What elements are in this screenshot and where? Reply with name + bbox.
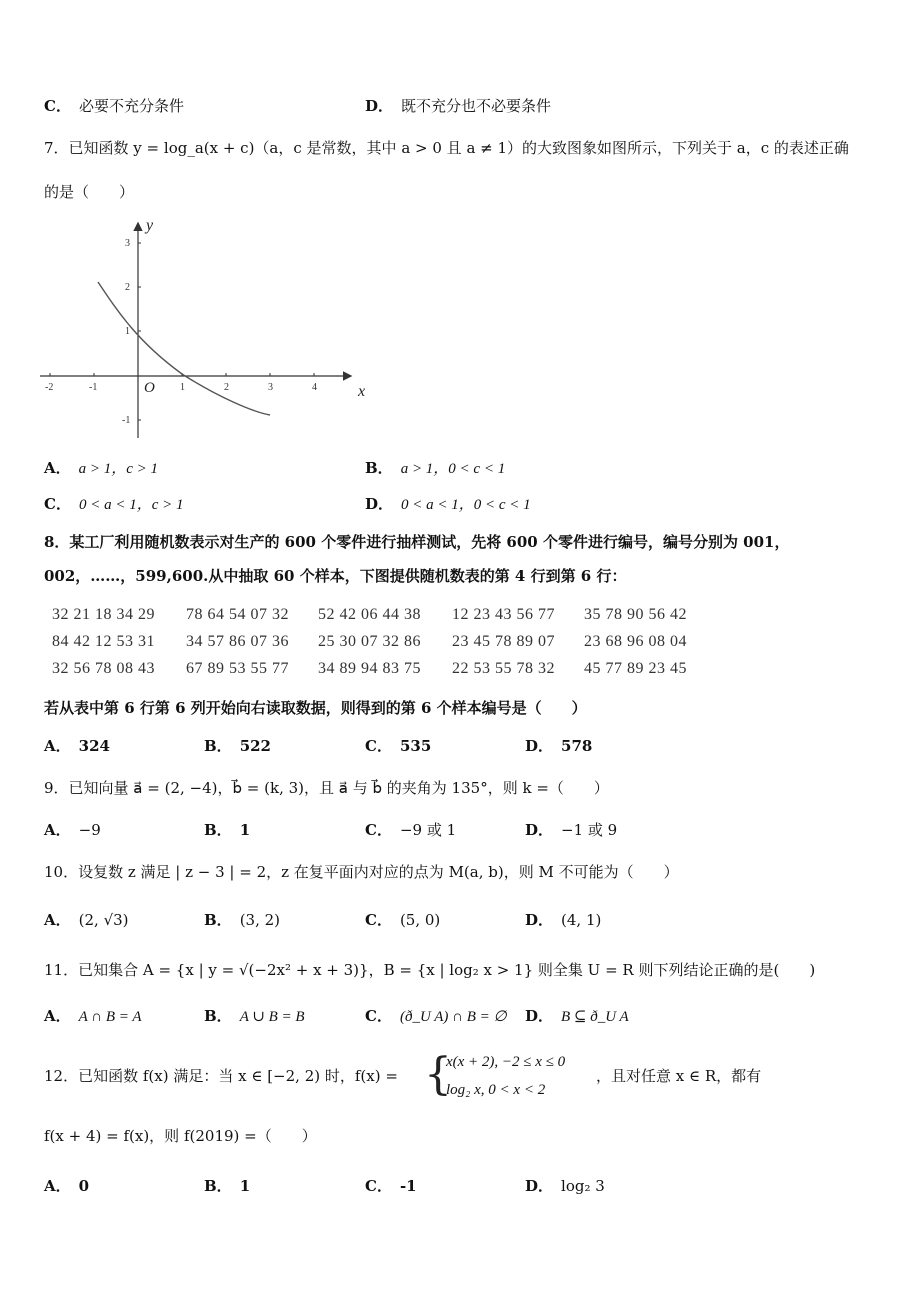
option-text: 0 < a < 1，c > 1 [78, 497, 184, 513]
table-cell: 12 23 43 56 77 [452, 606, 555, 623]
option-label: B． [204, 911, 232, 929]
table-cell: 22 53 55 78 32 [452, 660, 555, 677]
piecewise-brace: { [424, 1049, 452, 1100]
q7-option-a [44, 458, 158, 479]
q9-option-d [525, 820, 617, 840]
q12-option-c [365, 1176, 417, 1196]
q8-option-c [365, 736, 431, 756]
q11-option-c [365, 1006, 507, 1027]
origin-label: O [144, 380, 155, 396]
option-label: B． [204, 1177, 232, 1195]
q8-option-b [204, 736, 271, 756]
q8-option-a [44, 736, 110, 756]
option-text: A ∩ B = A [78, 1009, 142, 1025]
x-tick-label: -2 [45, 382, 54, 393]
option-text: 必要不充分条件 [78, 97, 184, 115]
option-label: D． [525, 821, 554, 839]
option-label: B． [204, 737, 232, 755]
q12-stem-part2: ，且对任意 x ∈ R，都有 [596, 1067, 762, 1085]
q7-option-c [44, 494, 183, 515]
option-label: B． [365, 459, 393, 477]
option-label: A． [44, 459, 71, 477]
option-text: 0 [78, 1177, 90, 1195]
option-label: C． [365, 821, 392, 839]
q7-function-graph [38, 212, 378, 444]
q8-question: 若从表中第 6 行第 6 列开始向右读取数据，则得到的第 6 个样本编号是（ ） [44, 699, 587, 717]
option-label: B． [204, 1007, 232, 1025]
x-tick-label: 4 [312, 382, 317, 393]
q7-option-b [365, 458, 505, 479]
option-text: (3, 2) [239, 911, 281, 929]
option-label: D． [525, 1177, 554, 1195]
table-cell: 78 64 54 07 32 [186, 606, 289, 623]
y-tick-label: 1 [125, 326, 130, 337]
q12-option-d [525, 1176, 605, 1196]
q8-stem-line2: 002，……，599,600.从中抽取 60 个样本，下图提供随机数表的第 4 行到第 6 行： [44, 567, 627, 585]
q9-option-a [44, 820, 101, 840]
q8-stem-line1: 8．某工厂利用随机数表示对生产的 600 个零件进行抽样测试，先将 600 个零件进行编号，编号分别为 001， [44, 533, 790, 551]
table-cell: 35 78 90 56 42 [584, 606, 687, 623]
x-tick-label: -1 [89, 382, 98, 393]
q12-stem-part1: 12．已知函数 f(x) 满足：当 x ∈ [−2, 2) 时，f(x) = [44, 1067, 398, 1085]
option-label: C． [365, 911, 392, 929]
option-text: 535 [399, 737, 432, 755]
option-text: −9 [78, 821, 101, 839]
x-tick-label: 3 [268, 382, 273, 393]
option-label: D． [365, 97, 394, 115]
option-label: A． [44, 911, 71, 929]
option-label: D． [365, 495, 394, 513]
option-text: (ð_U A) ∩ B = ∅ [399, 1009, 507, 1025]
q12-option-b [204, 1176, 250, 1196]
y-tick-label: 3 [125, 238, 130, 249]
q9-option-c [365, 820, 456, 840]
option-text: (5, 0) [399, 911, 441, 929]
q9-stem: 9．已知向量 a⃗ = (2, −4)，b⃗ = (k, 3)，且 a⃗ 与 b⃗ 的夹角为 135°，则 k =（ ） [44, 779, 609, 797]
option-label: D． [525, 911, 554, 929]
table-cell: 32 56 78 08 43 [52, 660, 155, 677]
table-cell: 45 77 89 23 45 [584, 660, 687, 677]
piecewise-case-1: x(x + 2), −2 ≤ x ≤ 0 [446, 1054, 566, 1070]
option-text: (4, 1) [561, 911, 602, 929]
table-cell: 23 68 96 08 04 [584, 633, 687, 650]
q11-option-a [44, 1006, 142, 1027]
option-text: a > 1，c > 1 [78, 461, 159, 477]
q10-option-c [365, 910, 440, 930]
q11-option-b [204, 1006, 305, 1027]
option-text: B ⊆ ð_U A [561, 1009, 629, 1025]
q8-option-d [525, 736, 592, 756]
y-tick-label: -1 [122, 415, 131, 426]
option-text: 1 [239, 821, 251, 839]
q6-option-d [365, 96, 551, 116]
option-label: D． [525, 1007, 554, 1025]
option-label: A． [44, 737, 71, 755]
option-label: C． [365, 1007, 392, 1025]
option-label: C． [44, 495, 71, 513]
option-label: A． [44, 1007, 71, 1025]
option-label: A． [44, 1177, 71, 1195]
q7-option-d [365, 494, 531, 515]
table-cell: 52 42 06 44 38 [318, 606, 421, 623]
option-label: A． [44, 821, 71, 839]
table-cell: 34 57 86 07 36 [186, 633, 289, 650]
option-label: D． [525, 737, 554, 755]
option-text: −1 或 9 [561, 821, 618, 839]
table-cell: 34 89 94 83 75 [318, 660, 421, 677]
table-cell: 67 89 53 55 77 [186, 660, 289, 677]
q11-option-d [525, 1006, 629, 1027]
x-tick-label: 2 [224, 382, 229, 393]
table-cell: 84 42 12 53 31 [52, 633, 155, 650]
table-cell: 25 30 07 32 86 [318, 633, 421, 650]
q10-option-b [204, 910, 280, 930]
option-text: 既不充分也不必要条件 [401, 97, 552, 115]
q12-option-a [44, 1176, 89, 1196]
q6-option-c [44, 96, 184, 116]
option-label: C． [365, 1177, 392, 1195]
option-text: (2, √3) [78, 911, 129, 929]
option-text: A ∪ B = B [239, 1009, 305, 1025]
option-text: 522 [239, 737, 271, 755]
option-label: B． [204, 821, 232, 839]
table-cell: 32 21 18 34 29 [52, 606, 155, 623]
q10-stem: 10．设复数 z 满足 | z − 3 | = 2，z 在复平面内对应的点为 M(a, b)，则 M 不可能为（ ） [44, 863, 679, 881]
option-text: −9 或 1 [399, 821, 457, 839]
option-text: 324 [78, 737, 110, 755]
x-tick-label: 1 [180, 382, 185, 393]
option-text: 1 [239, 1177, 251, 1195]
q10-option-a [44, 910, 129, 930]
q7-stem-line2: 的是（ ） [44, 183, 135, 201]
option-label: C． [365, 737, 392, 755]
q11-stem: 11．已知集合 A = {x | y = √(−2x² + x + 3)}，B = {x | log₂ x > 1} 则全集 U = R 则下列结论正确的是( ) [44, 961, 816, 979]
q12-stem-line2: f(x + 4) = f(x)，则 f(2019) =（ ） [44, 1127, 317, 1145]
q7-stem-line1: 7．已知函数 y = log_a(x + c)（a，c 是常数，其中 a > 0 且 a ≠ 1）的大致图象如图所示，下列关于 a，c 的表述正确 [44, 139, 849, 157]
x-axis-label: x [358, 383, 366, 400]
q9-option-b [204, 820, 250, 840]
q10-option-d [525, 910, 601, 930]
piecewise-case-2: log₂ x, 0 < x < 2 [446, 1082, 546, 1098]
function-curve [98, 282, 270, 415]
option-text: -1 [399, 1177, 417, 1195]
y-tick-label: 2 [125, 282, 130, 293]
option-text: log₂ 3 [561, 1177, 605, 1195]
option-label: C． [44, 97, 71, 115]
y-axis-label: y [146, 217, 154, 234]
option-text: 0 < a < 1，0 < c < 1 [401, 497, 531, 513]
table-cell: 23 45 78 89 07 [452, 633, 555, 650]
option-text: a > 1，0 < c < 1 [400, 461, 506, 477]
option-text: 578 [561, 737, 593, 755]
